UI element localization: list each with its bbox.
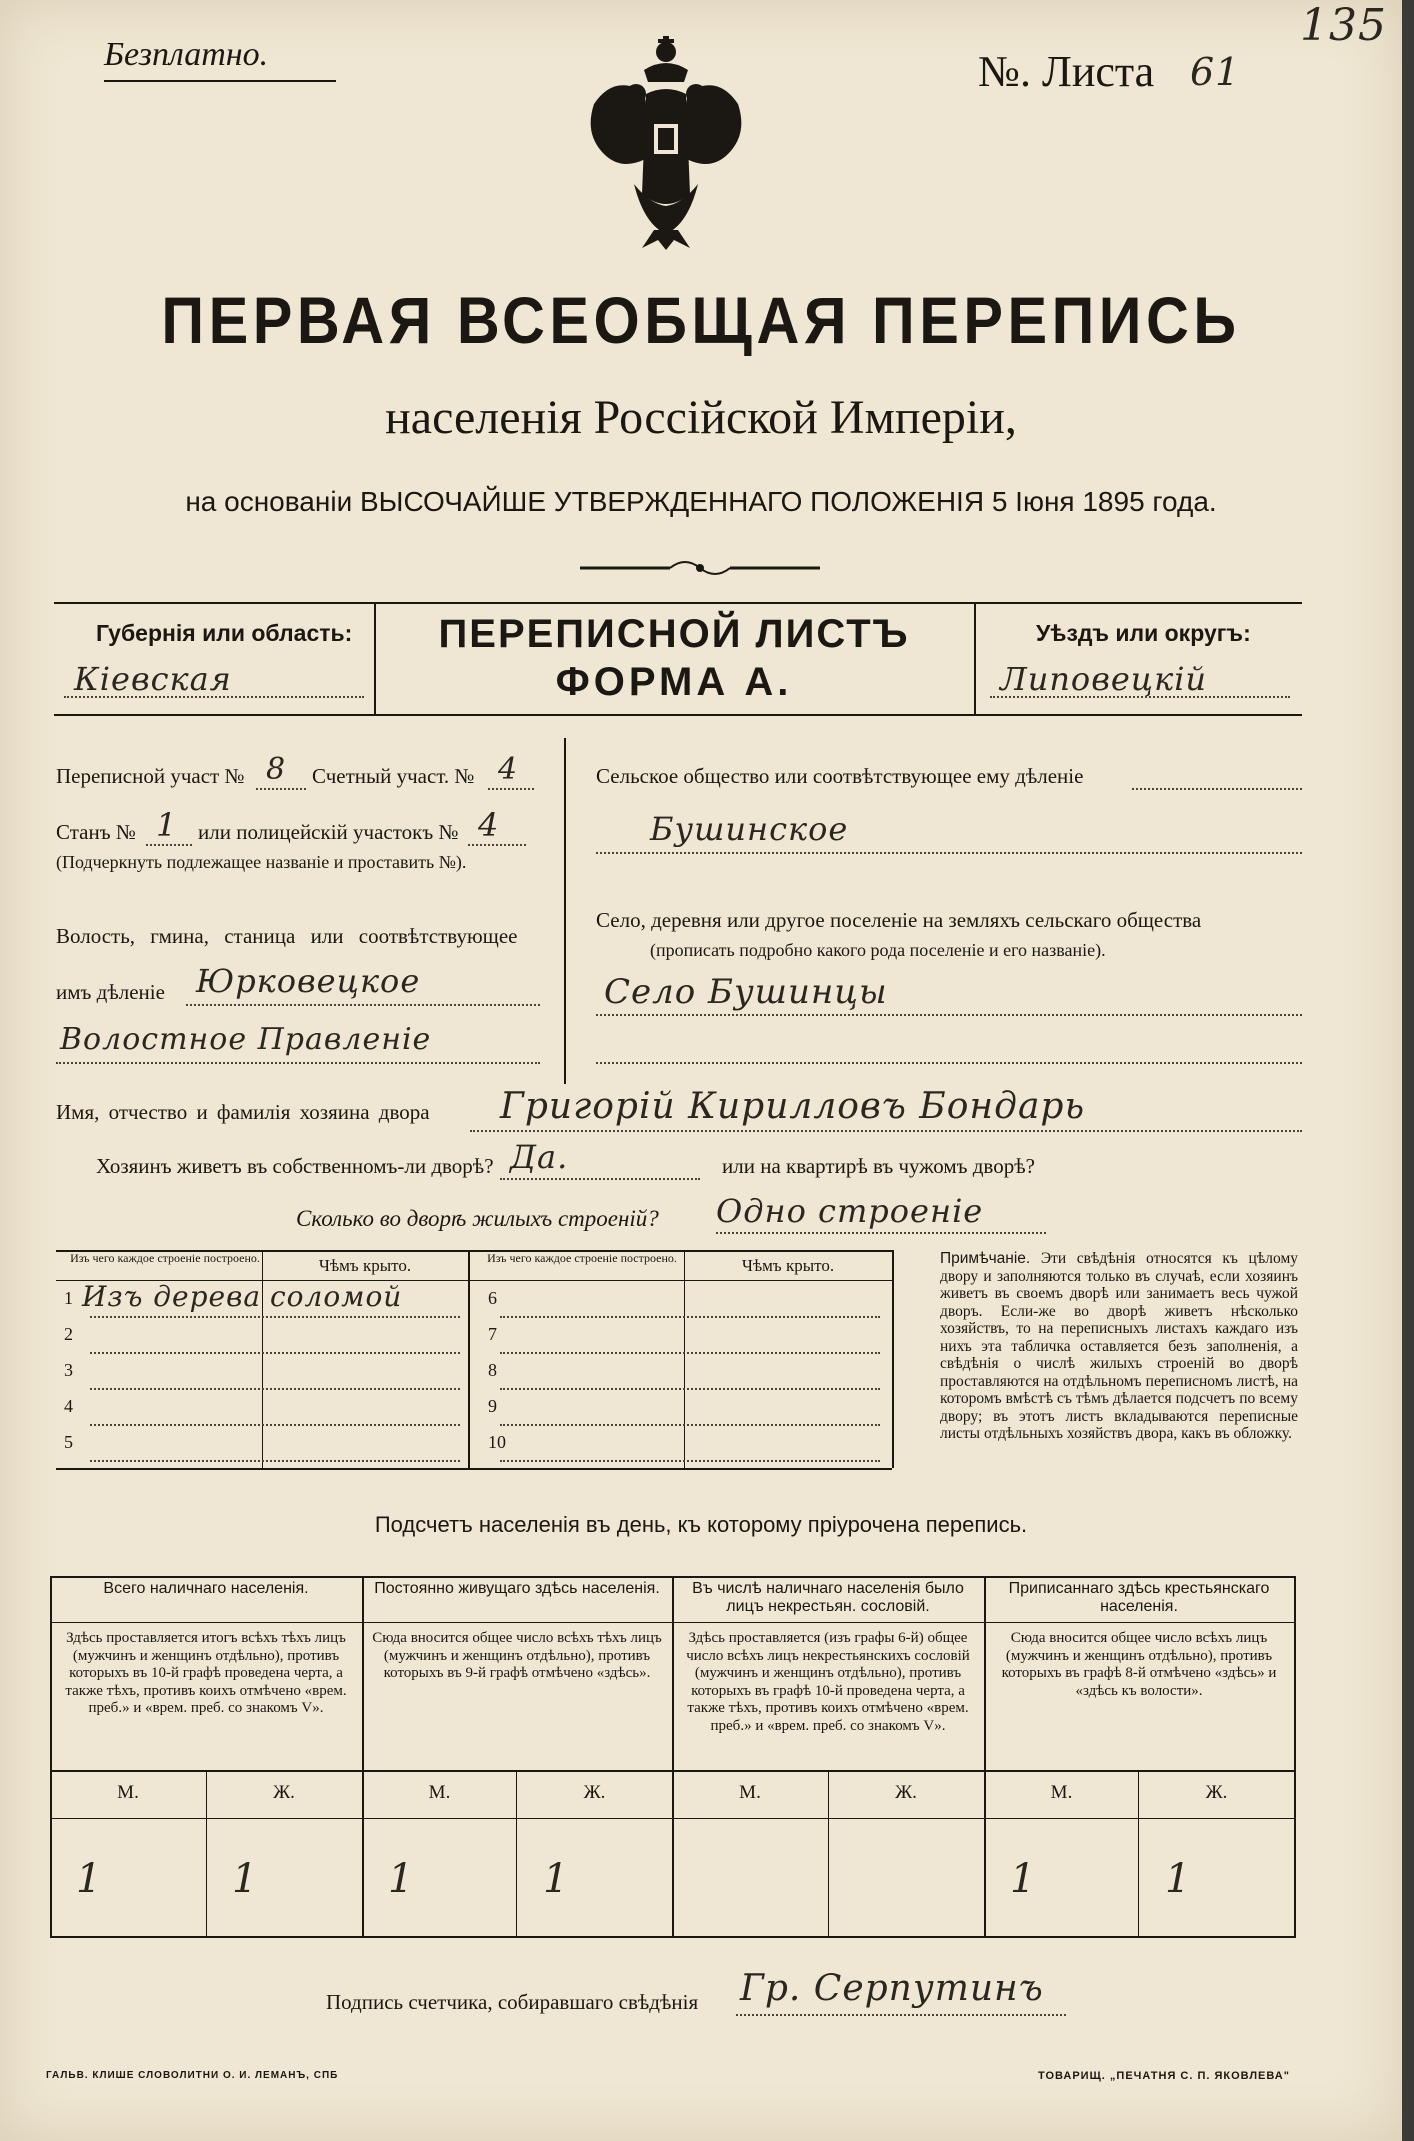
population-column-title: Постоянно живущаго здѣсь населенія. bbox=[374, 1580, 660, 1597]
corner-archive-number: 135 bbox=[1300, 0, 1387, 51]
page-title: ПЕРВАЯ ВСЕОБЩАЯ ПЕРЕПИСЬ bbox=[161, 283, 1241, 357]
building-row-number: 4 bbox=[64, 1396, 73, 1416]
province-label: Губернія или область: bbox=[96, 620, 353, 646]
page-subtitle: населенія Россійской Имперіи, bbox=[385, 391, 1017, 444]
building-row-dotted-line bbox=[500, 1388, 880, 1390]
district-value: Липовецкій bbox=[1000, 660, 1208, 698]
note-block bbox=[940, 1250, 1298, 1443]
building-row-number: 8 bbox=[488, 1360, 497, 1380]
province-value: Кіевская bbox=[74, 660, 232, 698]
female-column-header: Ж. bbox=[895, 1782, 917, 1803]
police-district-value: 4 bbox=[478, 806, 500, 844]
population-column-description: Сюда вносится общее число всѣхъ тѣхъ лицъ (мужчинъ и женщинъ отдѣльно), противъ которыхъ въ 9-й графѣ отмѣчено «здѣсь». bbox=[372, 1630, 662, 1681]
printer-right: ТОВАРИЩ. „ПЕЧАТНЯ С. П. ЯКОВЛЕВА" bbox=[1038, 2070, 1290, 2082]
population-heading: Подсчетъ населенія въ день, къ которому пріурочена перепись. bbox=[374, 1512, 1028, 1537]
population-column-description: Здѣсь проставляется итогъ всѣхъ тѣхъ лицъ (мужчинъ и женщинъ отдѣльно), противъ которыхъ въ 10-й графѣ проведена черта, а также тѣхъ, противъ коихъ отмѣчено «врем. преб.» и «врем. преб. со знакомъ V». bbox=[65, 1630, 347, 1716]
female-column-header: Ж. bbox=[583, 1782, 606, 1803]
census-district-label: Переписной участ № bbox=[56, 764, 245, 788]
buildings-count-label: Сколько во дворѣ жилыхъ строеній? bbox=[296, 1206, 659, 1231]
buildings-count-value: Одно строеніе bbox=[716, 1192, 984, 1230]
population-column-description: Сюда вносится общее число всѣхъ лицъ (мужчинъ и женщинъ отдѣльно), противъ которыхъ въ графѣ 8-й отмѣчено «здѣсь» и «здѣсь къ волости». bbox=[1001, 1630, 1277, 1699]
building-row-number: 3 bbox=[64, 1360, 73, 1380]
village-society-label: Сельское общество или соотвѣтствующее ему дѣленіе bbox=[596, 764, 1084, 788]
building-row-number: 2 bbox=[64, 1324, 73, 1344]
roof-column-header: Чѣмъ крыто. bbox=[318, 1256, 412, 1275]
stan-label: Станъ № bbox=[56, 820, 136, 844]
female-count-value: 1 bbox=[543, 1856, 570, 1902]
form-header-bottom-rule bbox=[54, 714, 1302, 716]
male-column-header: М. bbox=[739, 1782, 761, 1803]
district-label: Уѣздъ или округъ: bbox=[1036, 620, 1251, 646]
male-count-value: 1 bbox=[1010, 1856, 1037, 1902]
rented-yard-label: или на квартирѣ въ чужомъ дворѣ? bbox=[722, 1154, 1035, 1178]
free-underline bbox=[104, 80, 336, 82]
police-district-label: или полицейскій участокъ № bbox=[198, 820, 459, 844]
stan-note: (Подчеркнуть подлежащее названіе и проставить №). bbox=[56, 852, 467, 872]
female-count-value: 1 bbox=[232, 1856, 259, 1902]
building-row-dotted-line bbox=[90, 1460, 460, 1462]
population-column-title: Приписаннаго здѣсь крестьянскаго населенія. bbox=[1008, 1580, 1270, 1615]
female-column-header: Ж. bbox=[1205, 1782, 1228, 1803]
owner-name-label: Имя, отчество и фамилія хозяина двора bbox=[56, 1100, 430, 1124]
volost-value-line1: Юрковецкое bbox=[196, 962, 421, 1000]
building-row-number: 1 bbox=[64, 1288, 73, 1308]
sheet-number-value: 61 bbox=[1190, 50, 1241, 94]
male-column-header: М. bbox=[428, 1782, 451, 1803]
printer-left: ГАЛЬВ. КЛИШЕ СЛОВОЛИТНИ О. И. ЛЕМАНЪ, СПБ bbox=[46, 2070, 339, 2081]
count-district-value: 4 bbox=[498, 752, 519, 787]
ornament-divider-icon bbox=[580, 556, 820, 580]
building-row-dotted-line bbox=[90, 1388, 460, 1390]
building-row-dotted-line bbox=[90, 1316, 460, 1318]
census-district-value: 8 bbox=[266, 752, 287, 787]
male-count-value: 1 bbox=[388, 1856, 415, 1902]
building-row-dotted-line bbox=[500, 1424, 880, 1426]
imperial-eagle-emblem-icon bbox=[584, 34, 748, 254]
form-title: ПЕРЕПИСНОЙ ЛИСТЪ bbox=[438, 612, 910, 656]
buildings-table-bottom-rule bbox=[56, 1468, 892, 1470]
own-yard-value: Да. bbox=[510, 1138, 569, 1176]
note-text: Эти свѣдѣнія относятся къ цѣлому двору и заполняются только въ случаѣ, если хозяинъ живетъ въ своемъ дворѣ или занимаетъ весь чужой дворъ. Если-же во дворѣ живетъ нѣсколько хозяйствъ, то на переписныхъ листахъ каждаго изъ нихъ эта табличка оставляется безъ заполненія, а свѣдѣнія о числѣ жилыхъ строеній во дворѣ проставляются на отдѣльномъ переписномъ листѣ, на которомъ вмѣстѣ съ тѣмъ дѣлается подсчетъ по всему двору; въ этотъ листъ вкладываются переписные листы отдѣльныхъ хозяйствъ двора, какъ въ обложку. bbox=[940, 1250, 1298, 1442]
male-column-header: М. bbox=[1050, 1782, 1073, 1803]
settlement-note: (прописать подробно какого рода поселеніе и его названіе). bbox=[650, 940, 1106, 960]
building-1-roof-value: соломой bbox=[270, 1280, 403, 1313]
building-row-dotted-line bbox=[500, 1352, 880, 1354]
owner-name-value: Григорій Кирилловъ Бондарь bbox=[500, 1086, 1086, 1127]
material-column-header: Изъ чего каждое строеніе построено. bbox=[70, 1251, 260, 1265]
building-row-dotted-line bbox=[90, 1352, 460, 1354]
sheet-number-label: №. Листа bbox=[978, 47, 1155, 96]
legal-basis: на основаніи ВЫСОЧАЙШЕ УТВЕРЖДЕННАГО ПОЛОЖЕНІЯ 5 Іюня 1895 года. bbox=[185, 486, 1217, 517]
free-label: Безплатно. bbox=[104, 36, 269, 73]
male-count-value: 1 bbox=[76, 1856, 103, 1902]
volost-value-line2: Волостное Правленіе bbox=[60, 1022, 432, 1057]
volost-name-label: имъ дѣленіе bbox=[56, 980, 165, 1004]
form-code: ФОРМА А. bbox=[555, 660, 793, 704]
signature-value: Гр. Серпутинъ bbox=[740, 1968, 1044, 2009]
female-column-header: Ж. bbox=[273, 1782, 295, 1803]
building-1-material-value: Изъ дерева bbox=[82, 1280, 262, 1313]
building-row-dotted-line bbox=[500, 1316, 880, 1318]
population-column-description: Здѣсь проставляется (изъ графы 6-й) общее число всѣхъ лицъ некрестьянскихъ сословій (мужчинъ и женщинъ отдѣльно), противъ которыхъ въ графѣ 10-й проведена черта, а также тѣхъ, противъ коихъ отмѣчено «врем. преб.» и «врем. преб. со знакомъ V». bbox=[686, 1630, 970, 1734]
village-society-value: Бушинское bbox=[650, 810, 849, 848]
count-district-label: Счетный участ. № bbox=[312, 764, 475, 788]
female-count-value: 1 bbox=[1165, 1856, 1192, 1902]
building-row-number: 5 bbox=[64, 1432, 73, 1452]
roof-column-header-right: Чѣмъ крыто. bbox=[741, 1256, 835, 1275]
building-row-number: 7 bbox=[488, 1324, 497, 1344]
signature-label: Подпись счетчика, собиравшаго свѣдѣнія bbox=[326, 1990, 699, 2014]
settlement-label: Село, деревня или другое поселеніе на земляхъ сельскаго общества bbox=[596, 908, 1202, 932]
building-row-number: 6 bbox=[488, 1288, 497, 1308]
settlement-value: Село Бушинцы bbox=[604, 972, 888, 1012]
material-column-header-right: Изъ чего каждое строеніе построено. bbox=[487, 1251, 677, 1265]
form-header-top-rule bbox=[54, 602, 1302, 604]
building-row-number: 9 bbox=[488, 1396, 497, 1416]
note-title: Примѣчаніе. bbox=[940, 1250, 1031, 1267]
stan-value: 1 bbox=[156, 806, 178, 844]
volost-label: Волость, гмина, станица или соотвѣтствующее bbox=[56, 924, 518, 948]
own-yard-label: Хозяинъ живетъ въ собственномъ-ли дворѣ? bbox=[96, 1154, 494, 1178]
male-column-header: М. bbox=[117, 1782, 139, 1803]
population-column-title: Всего наличнаго населенія. bbox=[103, 1580, 309, 1597]
building-row-number: 10 bbox=[488, 1432, 506, 1452]
building-row-dotted-line bbox=[90, 1424, 460, 1426]
population-column-title: Въ числѣ наличнаго населенія было лицъ некрестьян. сословій. bbox=[692, 1580, 964, 1615]
building-row-dotted-line bbox=[500, 1460, 880, 1462]
